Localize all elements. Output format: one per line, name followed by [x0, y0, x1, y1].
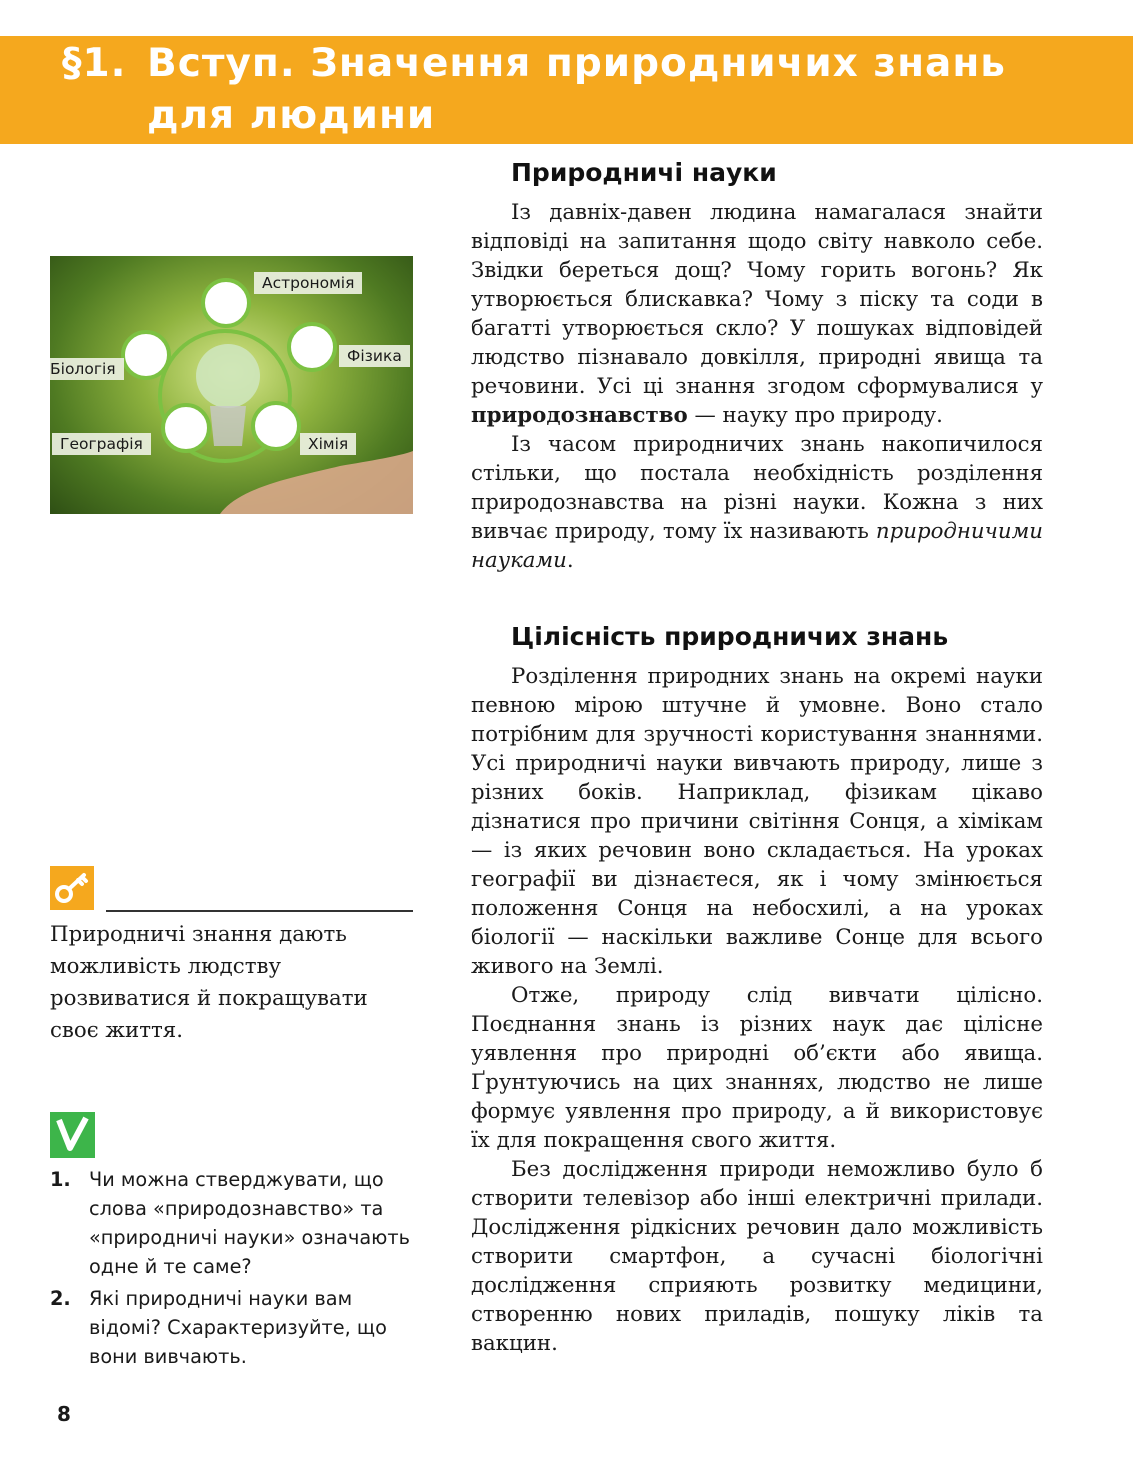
heading-natural-sciences: Природничі науки [511, 158, 777, 187]
key-divider [106, 910, 413, 912]
question-item [50, 1165, 420, 1281]
key-icon [50, 866, 94, 910]
text-block-integrity [471, 662, 1043, 1358]
paragraph: Із часом природничих знань накопичилося стільки, що постала необхідність розділення природознавства на різні науки. Кожна з них вивчає природу, тому їх називають природничими науками. [471, 432, 1043, 573]
paragraph: Розділення природних знань на окремі науки певною мірою штучне й умовне. Воно стало потрібним для зручності користування знаннями. Усі природничі науки вивчають природу, лише з різних боків. Наприклад, фізикам цікаво дізнатися про причини світіння Сонця, а хімікам — із яких речовин воно складається. На уроках географії ви дізнаєтеся, як і чому змінюється положення Сонця на небосхилі, а на уроках біології — наскільки важливе Сонце для всього живого на Землі. [471, 664, 1043, 979]
paragraph: Без дослідження природи неможливо було б створити телевізор або інші електричні прилади. Дослідження рідкісних речовин дало можливість створити смартфон, а сучасні біологічні дослідження сприяють розвитку медицини, створенню нових приладів, пошуку ліків та вакцин. [471, 1157, 1043, 1356]
label-geography: Географія [52, 433, 151, 455]
compass-icon [161, 403, 211, 453]
question-text: Які природничі науки вам відомі? Схарактеризуйте, що вони вивчають. [89, 1287, 387, 1368]
label-astronomy: Астрономія [254, 272, 362, 294]
label-chemistry: Хімія [300, 433, 356, 455]
question-number: 2. [50, 1287, 71, 1310]
telescope-icon [201, 278, 251, 328]
questions-list [50, 1165, 420, 1374]
check-icon [50, 1112, 95, 1158]
paragraph: Із давніх-давен людина намагалася знайти відповіді на запитання щодо світу навколо себе. Звідки береться дощ? Чому горить вогонь? Як утворюється блискавка? Чому з піску та соди в багатті утворюється скло? У пошуках відповідей людство пізнавало довкілля, природні явища та речовини. Усі ці знання згодом сформувалися у природознавство — науку про природу. [471, 200, 1043, 428]
label-biology: Біологія [50, 358, 124, 380]
text-block-natural-sciences [471, 198, 1043, 575]
paragraph: Отже, природу слід вивчати цілісно. Поєднання знань із різних наук дає цілісне уявлення про природні об’єкти або явища. Ґрунтуючись на цих знаннях, людство не лише формує уявлення про природу, а й використовує їх для покращення свого життя. [471, 983, 1043, 1153]
sciences-illustration [50, 256, 413, 514]
microscope-icon [121, 330, 171, 380]
key-note-text: Природничі знання дають можливість людству розвиватися й покращувати своє життя. [50, 922, 368, 1043]
question-item [50, 1284, 420, 1371]
flask-icon [251, 401, 301, 451]
question-text: Чи можна стверджувати, що слова «природознавство» та «природничі науки» означають одне й те саме? [89, 1168, 410, 1278]
page-number: 8 [57, 1402, 71, 1426]
section-number: §1. [62, 41, 127, 86]
question-number: 1. [50, 1168, 71, 1191]
label-physics: Фізика [339, 345, 410, 367]
radiation-icon [287, 322, 337, 372]
section-header [0, 36, 1133, 144]
section-title: Вступ. Значення природничих знань для людини [147, 41, 1006, 138]
heading-integrity: Цілісність природничих знань [511, 622, 949, 651]
